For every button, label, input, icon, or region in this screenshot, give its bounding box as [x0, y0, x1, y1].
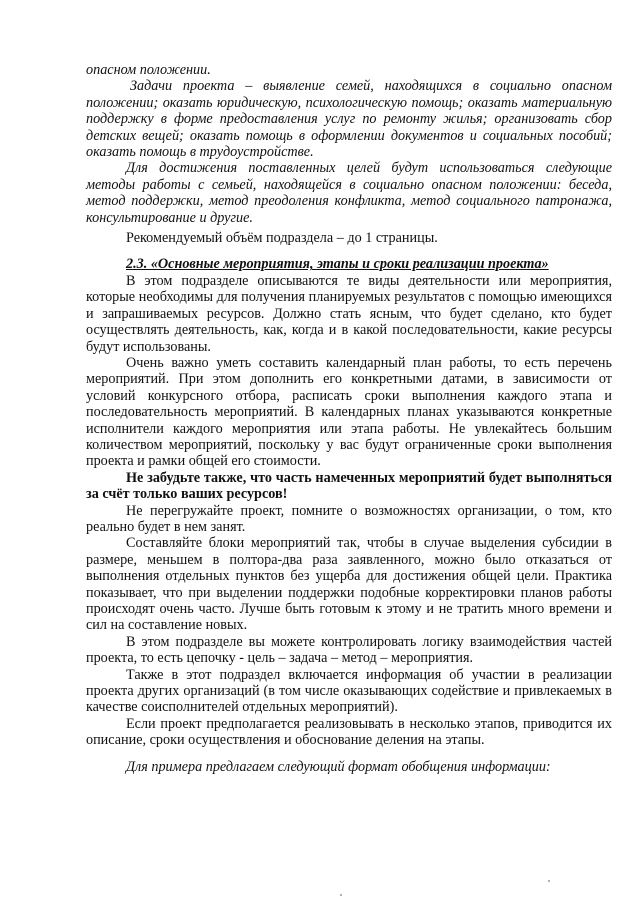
scan-speck: [340, 894, 342, 896]
section-heading: 2.3. «Основные мероприятия, этапы и сроки реализации проекта»: [126, 256, 549, 273]
paragraph-dont-overload: Не перегружайте проект, помните о возможностях организации, о том, кто реально будет в нем занят.: [86, 502, 612, 535]
paragraph-own-resources-warning: Не забудьте также, что часть намеченных мероприятий будет выполняться за счёт только ваших ресурсов!: [86, 469, 612, 503]
paragraph-recommended-volume: Рекомендуемый объём подраздела – до 1 страницы.: [126, 230, 438, 247]
paragraph-format-intro: Для примера предлагаем следующий формат обобщения информации:: [126, 758, 551, 775]
paragraph-activities-description: В этом подразделе описываются те виды деятельности или мероприятия, которые необходимы для получения планируемых результатов с помощью имеющихся и запрашиваемых ресурсов. Должно стать ясным, что будет сделано, кто будет осуществлять деятельность, как, когда и в какой последовательности, какие ресурсы будут использованы.: [86, 272, 612, 355]
scan-speck: [548, 880, 550, 882]
paragraph-logic-control: В этом подразделе вы можете контролировать логику взаимодействия частей проекта, то есть цепочку - цель – задача – метод – мероприятия.: [86, 633, 612, 667]
paragraph-methods: Для достижения поставленных целей будут использоваться следующие методы работы с семьей, находящейся в социально опасном положении: беседа, метод поддержки, метод преодоления конфликта, метод социального патронажа, консультирование и другие.: [86, 160, 612, 226]
paragraph-project-tasks: Задачи проекта – выявление семей, находящихся в социально опасном положении; оказать юридическую, психологическую помощь; оказать материальную поддержку в форме предоставления услуг по ремонту жилья; организовать сбор детских вещей; оказать помощь в оформлении документов и социальных пособий; оказать помощь в трудоустройстве.: [86, 78, 612, 161]
paragraph-activity-blocks: Составляйте блоки мероприятий так, чтобы в случае выделения субсидии в размере, меньшем в полтора-два раза заявленного, можно было отказаться от выполнения отдельных пунктов без ущерба для достижения общей цели. Практика показывает, что при выделении поддержки подобные корректировки планов работы происходят очень часто. Лучше быть готовым к этому и не тратить много времени и сил на составление новых.: [86, 535, 612, 634]
paragraph-calendar-plan: Очень важно уметь составить календарный план работы, то есть перечень мероприятий. При этом дополнить его конкретными датами, в зависимости от условий конкурсного отбора, расписать сроки выполнения каждого этапа и последовательность мероприятий. В календарных планах указываются конкретные исполнители каждого мероприятия или этапа работы. Не увлекайтесь большим количеством мероприятий, поскольку у вас будут ограниченные сроки выполнения проекта и рамки общей его стоимости.: [86, 354, 612, 470]
paragraph-other-organizations: Также в этот подраздел включается информация об участии в реализации проекта других организаций (в том числе оказывающих содействие и привлекаемых в качестве соисполнителей отдельных мероприятий).: [86, 666, 612, 716]
paragraph-fragment: опасном положении.: [86, 62, 211, 78]
paragraph-stages: Если проект предполагается реализовывать в несколько этапов, приводится их описание, сроки осуществления и обоснование деления на этапы.: [86, 715, 612, 749]
